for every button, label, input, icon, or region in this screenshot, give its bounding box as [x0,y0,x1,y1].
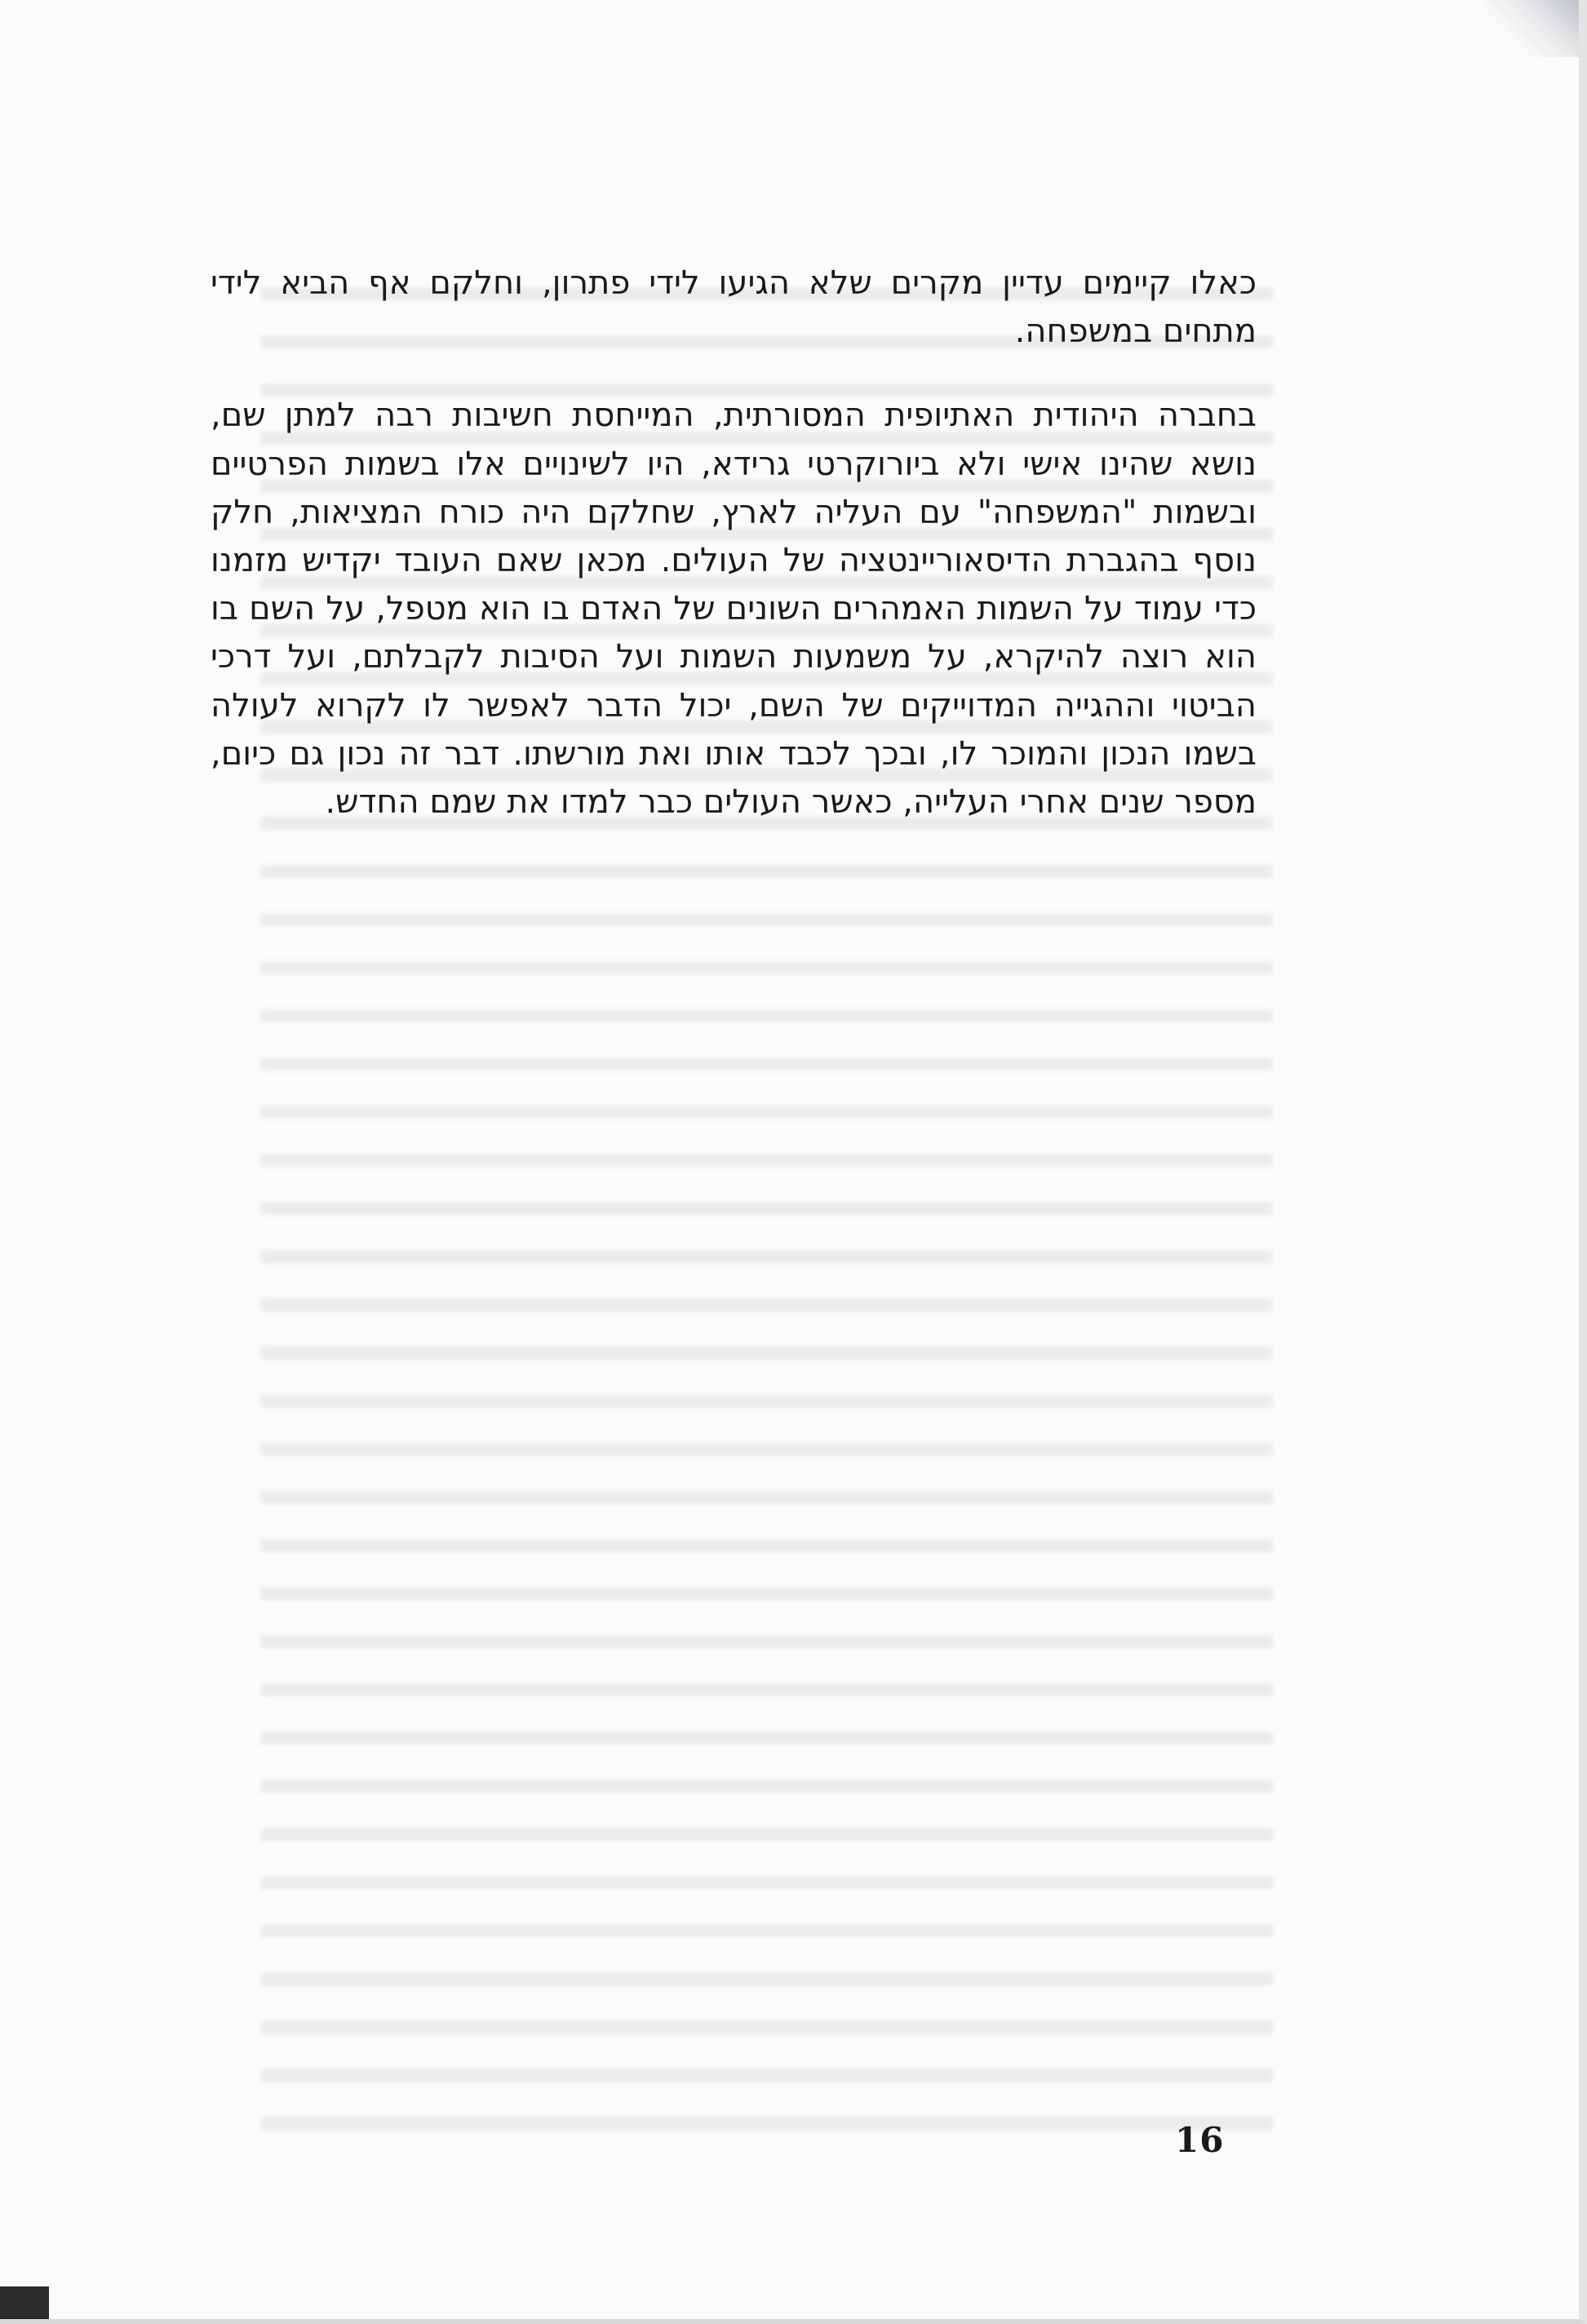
page-corner-fold [1481,0,1579,57]
scan-edge-shadow [0,2286,49,2319]
page-number: 16 [1175,2120,1225,2160]
paragraph-continuation: כאלו קיימים עדיין מקרים שלא הגיעו לידי פתרון, וחלקם אף הביא לידי מתחים במשפחה. [211,264,1257,351]
body-text [211,259,1257,827]
paragraph-ethiopian-names: בחברה היהודית האתיופית המסורתית, המייחסת חשיבות רבה למתן שם, נושא שהינו אישי ולא ביורוקרטי גרידא, היו לשינויים אלו בשמות הפרטיים ובשמות "המשפחה" עם העליה לארץ, שחלקם היה כורח המציאות, חלק נוסף בהגברת הדיסאוריינטציה של העולים. מכאן שאם העובד יקדיש מזמנו כדי עמוד על השמות האמהרים השונים של האדם בו הוא מטפל, על השם בו הוא רוצה להיקרא, על משמעות השמות ועל הסיבות לקבלתם, ועל דרכי הביטוי וההגייה המדוייקים של השם, יכול הדבר לאפשר לו לקרוא לעולה בשמו הנכון והמוכר לו, ובכך לכבד אותו ואת מורשתו. דבר זה נכון גם כיום, מספר שנים אחרי העלייה, כאשר העולים כבר למדו את שמם החדש. [211,397,1257,822]
